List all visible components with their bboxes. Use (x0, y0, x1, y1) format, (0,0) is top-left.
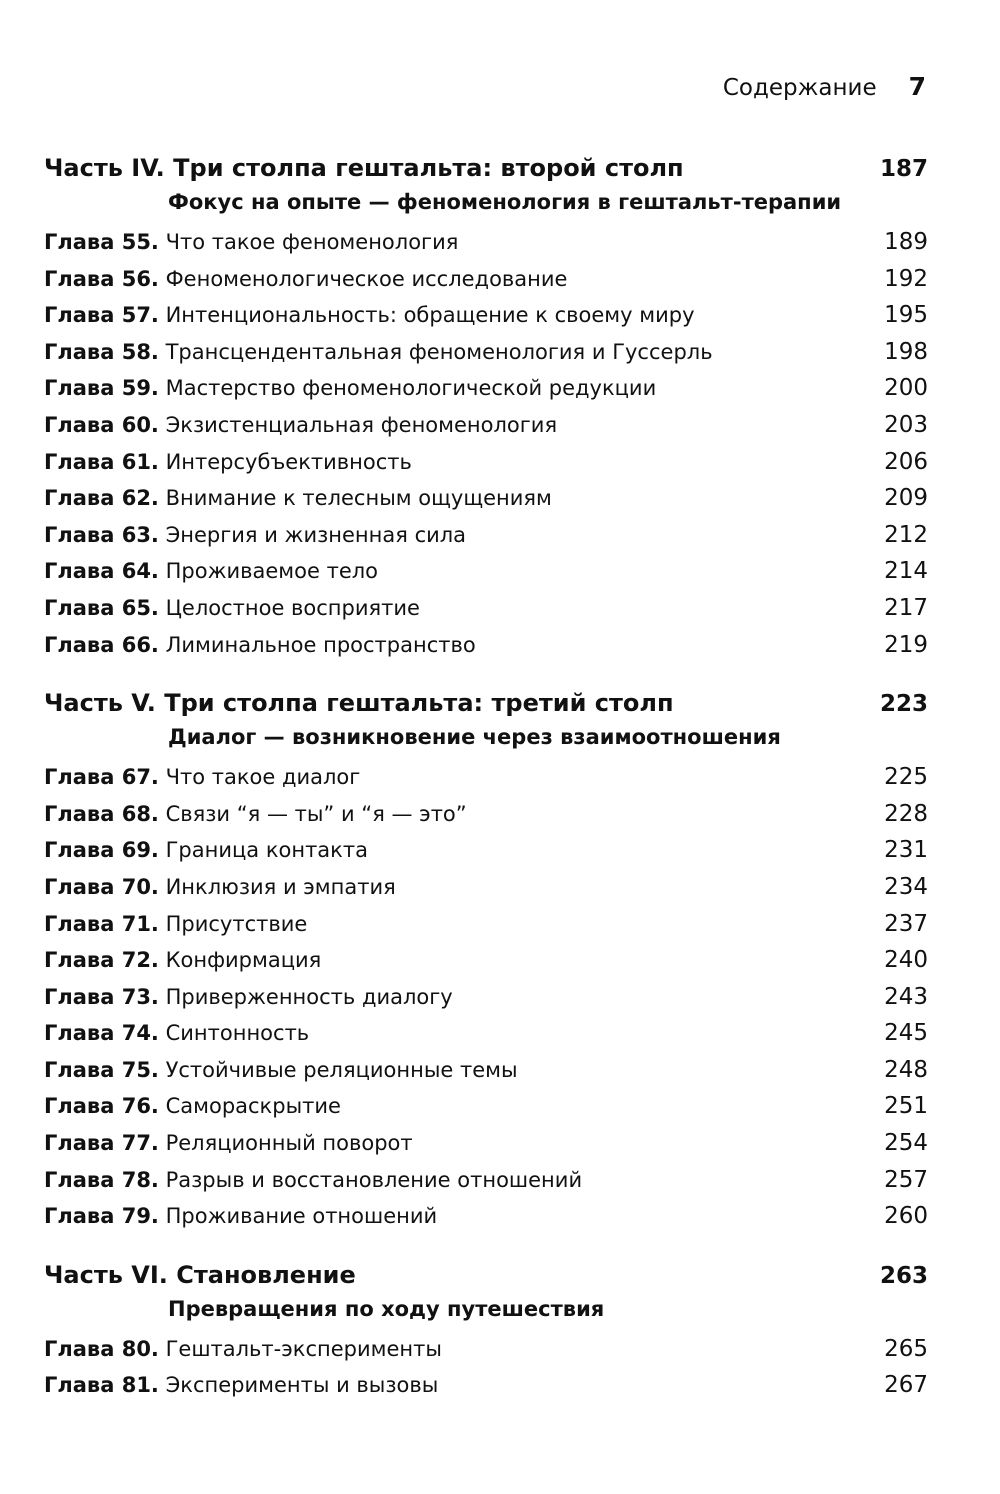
running-header-title: Содержание (722, 75, 877, 101)
part-section (44, 685, 928, 1235)
chapter-label: Глава 56. (44, 266, 159, 291)
chapter-page-number: 267 (884, 1372, 928, 1399)
chapter-page-number: 225 (884, 764, 928, 791)
chapter-label: Глава 66. (44, 632, 159, 657)
page-number: 7 (908, 72, 926, 101)
chapter-label: Глава 79. (44, 1204, 159, 1229)
chapter-title: Целостное восприятие (165, 595, 420, 620)
table-of-contents (44, 150, 928, 1412)
chapter-list (44, 1331, 928, 1404)
chapter-title: Что такое феноменология (165, 230, 459, 254)
chapter-label: Глава 76. (44, 1094, 159, 1119)
running-header (723, 72, 926, 101)
chapter-title: Синтонность (165, 1021, 310, 1046)
chapter-entry[interactable] (44, 224, 928, 261)
chapter-title: Приверженность диалогу (165, 984, 453, 1009)
chapter-page-number: 260 (884, 1203, 928, 1230)
chapter-title: Инклюзия и эмпатия (165, 874, 396, 899)
part-subtitle: Фокус на опыте — феноменология в гештальт-терапии (168, 190, 842, 214)
chapter-heading (44, 517, 466, 554)
chapter-title: Феноменологическое исследование (165, 266, 568, 291)
chapter-entry[interactable] (44, 1088, 928, 1125)
chapter-entry[interactable] (44, 869, 928, 906)
chapter-heading (44, 480, 552, 517)
chapter-title: Конфирмация (165, 948, 322, 973)
chapter-heading (44, 590, 420, 627)
chapter-title: Внимание к телесным ощущениям (165, 486, 552, 511)
chapter-page-number: 206 (884, 448, 928, 475)
chapter-entry[interactable] (44, 1198, 928, 1235)
chapter-entry[interactable] (44, 1162, 928, 1199)
chapter-entry[interactable] (44, 832, 928, 869)
part-heading[interactable] (44, 150, 928, 186)
chapter-entry[interactable] (44, 1331, 928, 1368)
chapter-entry[interactable] (44, 590, 928, 627)
chapter-label: Глава 70. (44, 874, 159, 899)
chapter-heading (44, 1367, 438, 1404)
chapter-entry[interactable] (44, 444, 928, 481)
part-heading[interactable] (44, 1257, 928, 1293)
chapter-label: Глава 67. (44, 765, 159, 790)
chapter-page-number: 237 (884, 910, 928, 937)
chapter-heading (44, 1162, 582, 1199)
chapter-entry[interactable] (44, 979, 928, 1016)
chapter-list (44, 759, 928, 1235)
chapter-heading (44, 1088, 341, 1125)
chapter-page-number: 234 (884, 873, 928, 900)
chapter-list (44, 224, 928, 663)
chapter-page-number: 209 (884, 485, 928, 512)
chapter-entry[interactable] (44, 906, 928, 943)
chapter-heading (44, 906, 307, 943)
chapter-page-number: 200 (884, 375, 928, 402)
chapter-page-number: 212 (884, 521, 928, 548)
chapter-title: Интенциональность: обращение к своему миру (165, 303, 695, 328)
chapter-heading (44, 832, 368, 869)
chapter-title: Устойчивые реляционные темы (165, 1057, 518, 1082)
chapter-title: Реляционный поворот (165, 1131, 413, 1156)
chapter-page-number: 189 (884, 229, 928, 255)
chapter-entry[interactable] (44, 261, 928, 298)
chapter-heading (44, 1052, 518, 1089)
chapter-label: Глава 58. (44, 339, 159, 364)
chapter-heading (44, 407, 557, 444)
chapter-heading (44, 759, 360, 796)
chapter-heading (44, 334, 713, 371)
chapter-label: Глава 61. (44, 449, 159, 474)
chapter-entry[interactable] (44, 759, 928, 796)
part-subtitle: Превращения по ходу путешествия (168, 1296, 605, 1321)
chapter-page-number: 217 (884, 594, 928, 621)
chapter-title: Что такое диалог (165, 765, 361, 790)
chapter-entry[interactable] (44, 407, 928, 444)
part-section (44, 1257, 928, 1404)
chapter-entry[interactable] (44, 1052, 928, 1089)
chapter-entry[interactable] (44, 553, 928, 590)
chapter-label: Глава 71. (44, 911, 159, 936)
chapter-page-number: 198 (884, 338, 928, 365)
chapter-entry[interactable] (44, 942, 928, 979)
chapter-page-number: 248 (884, 1056, 928, 1083)
chapter-entry[interactable] (44, 480, 928, 517)
chapter-heading (44, 869, 396, 906)
chapter-label: Глава 78. (44, 1167, 159, 1192)
chapter-entry[interactable] (44, 1125, 928, 1162)
chapter-page-number: 203 (884, 411, 928, 438)
part-separator (44, 1243, 928, 1257)
part-page-number: 223 (879, 691, 928, 718)
chapter-entry[interactable] (44, 1367, 928, 1404)
chapter-entry[interactable] (44, 1015, 928, 1052)
chapter-entry[interactable] (44, 334, 928, 371)
chapter-entry[interactable] (44, 627, 928, 664)
chapter-heading (44, 553, 378, 590)
chapter-heading (44, 942, 321, 979)
chapter-heading (44, 297, 695, 334)
chapter-title: Присутствие (165, 911, 308, 936)
chapter-title: Проживание отношений (165, 1204, 438, 1229)
chapter-title: Лиминальное пространство (165, 632, 476, 657)
chapter-page-number: 257 (884, 1166, 928, 1193)
part-page-number: 263 (879, 1262, 928, 1289)
chapter-label: Глава 80. (44, 1336, 159, 1361)
chapter-heading (44, 627, 476, 664)
chapter-label: Глава 57. (44, 303, 159, 328)
chapter-title: Трансцендентальная феноменология и Гуссерль (165, 339, 713, 364)
chapter-heading (44, 979, 453, 1016)
chapter-page-number: 265 (884, 1335, 928, 1362)
chapter-title: Экзистенциальная феноменология (165, 412, 558, 437)
chapter-page-number: 219 (884, 631, 928, 658)
chapter-label: Глава 63. (44, 522, 159, 547)
chapter-entry[interactable] (44, 297, 928, 334)
chapter-label: Глава 55. (44, 230, 159, 254)
part-page-number: 187 (879, 156, 928, 182)
chapter-title: Проживаемое тело (165, 559, 379, 584)
chapter-title: Эксперименты и вызовы (165, 1373, 439, 1398)
part-title: Часть V. Три столпа гештальта: третий столп (44, 689, 674, 718)
chapter-entry[interactable] (44, 796, 928, 833)
chapter-label: Глава 65. (44, 595, 159, 620)
chapter-page-number: 195 (884, 302, 928, 329)
chapter-heading (44, 1331, 442, 1368)
part-subtitle: Диалог — возникновение через взаимоотношения (168, 725, 781, 750)
chapter-label: Глава 68. (44, 801, 159, 826)
chapter-label: Глава 81. (44, 1373, 159, 1398)
chapter-title: Самораскрытие (165, 1094, 341, 1119)
chapter-title: Разрыв и восстановление отношений (165, 1167, 583, 1192)
chapter-page-number: 228 (884, 800, 928, 827)
chapter-title: Гештальт-эксперименты (165, 1336, 442, 1361)
chapter-title: Связи “я — ты” и “я — это” (165, 801, 467, 826)
chapter-label: Глава 62. (44, 486, 159, 511)
chapter-heading (44, 261, 567, 298)
chapter-label: Глава 59. (44, 376, 159, 401)
chapter-heading (44, 1125, 413, 1162)
chapter-label: Глава 60. (44, 412, 159, 437)
chapter-heading (44, 796, 467, 833)
chapter-title: Мастерство феноменологической редукции (165, 376, 657, 401)
chapter-title: Граница контакта (165, 838, 368, 863)
chapter-page-number: 192 (884, 265, 928, 292)
chapter-label: Глава 64. (44, 559, 159, 584)
chapter-label: Глава 77. (44, 1131, 159, 1156)
chapter-label: Глава 69. (44, 838, 159, 863)
chapter-heading (44, 1198, 437, 1235)
part-title: Часть VI. Становление (44, 1260, 356, 1289)
chapter-label: Глава 72. (44, 948, 159, 973)
chapter-entry[interactable] (44, 517, 928, 554)
chapter-heading (44, 1015, 309, 1052)
chapter-entry[interactable] (44, 370, 928, 407)
chapter-heading (44, 224, 458, 261)
part-heading[interactable] (44, 685, 928, 721)
chapter-label: Глава 73. (44, 984, 159, 1009)
chapter-label: Глава 75. (44, 1057, 159, 1082)
chapter-page-number: 251 (884, 1093, 928, 1120)
chapter-label: Глава 74. (44, 1021, 159, 1046)
chapter-heading (44, 444, 412, 481)
chapter-page-number: 240 (884, 947, 928, 974)
part-title: Часть IV. Три столпа гештальта: второй столп (44, 154, 684, 182)
chapter-page-number: 214 (884, 558, 928, 585)
chapter-page-number: 243 (884, 983, 928, 1010)
chapter-page-number: 231 (884, 837, 928, 864)
part-separator (44, 671, 928, 685)
chapter-page-number: 245 (884, 1020, 928, 1047)
part-section (44, 150, 928, 663)
chapter-heading (44, 370, 656, 407)
chapter-title: Интерсубъективность (165, 449, 412, 474)
chapter-page-number: 254 (884, 1130, 928, 1157)
chapter-title: Энергия и жизненная сила (165, 522, 467, 547)
